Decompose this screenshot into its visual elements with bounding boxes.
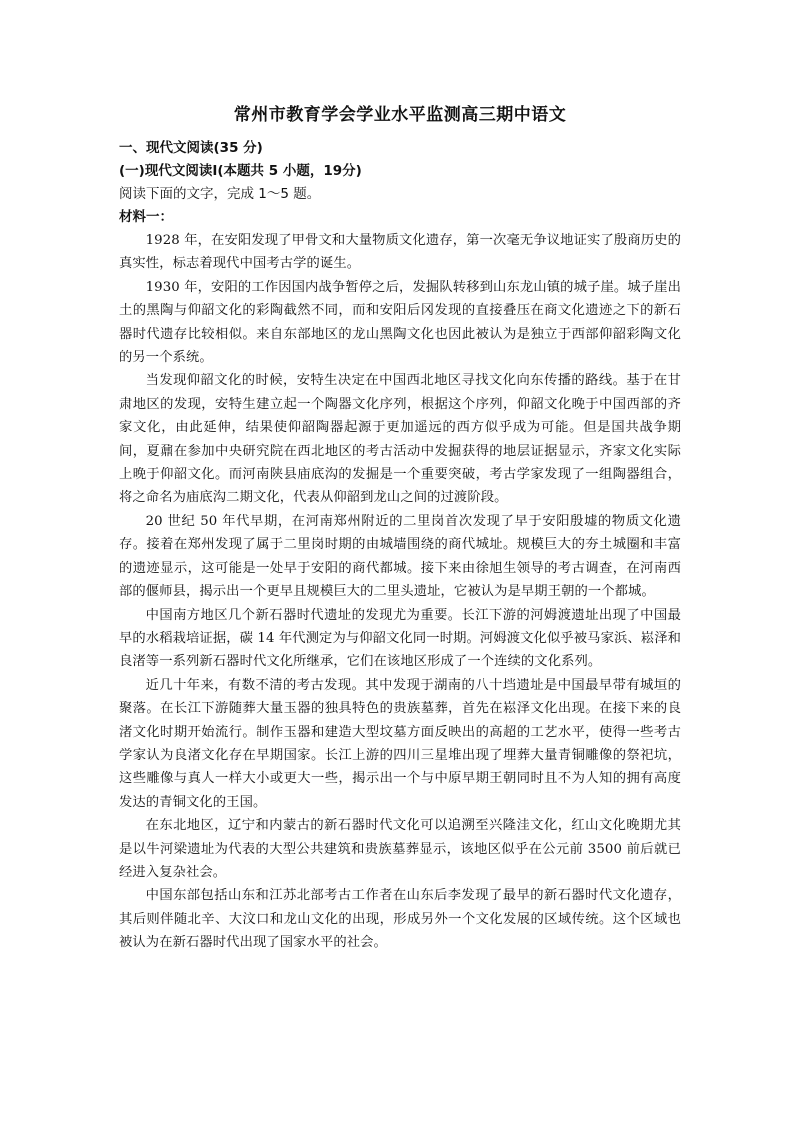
paragraph-7: 在东北地区，辽宁和内蒙古的新石器时代文化可以追溯至兴隆洼文化，红山文化晚期尤其是以牛河梁遗址为代表的大型公共建筑和贵族墓葬显示，该地区似乎在公元前 3500 前后就已经进入复杂社会。 (119, 818, 681, 880)
material-label: 材料一： (119, 209, 173, 225)
section-heading: 一、现代文阅读(35 分) (119, 140, 263, 156)
subsection-heading: (一)现代文阅读Ⅰ(本题共 5 小题，19分) (119, 163, 362, 179)
paragraph-8: 中国东部包括山东和江苏北部考古工作者在山东后李发现了最早的新石器时代文化遗存，其后则伴随北辛、大汶口和龙山文化的出现，形成另外一个文化发展的区域传统。这个区域也被认为在新石器时代出现了国家水平的社会。 (119, 888, 681, 951)
document-title: 常州市教育学会学业水平监测高三期中语文 (233, 105, 567, 125)
paragraph-6: 近几十年来，有数不清的考古发现。其中发现于湖南的八十垱遗址是中国最早带有城垣的聚落。在长江下游随葬大量玉器的独具特色的贵族墓葬，首先在崧泽文化出现。在接下来的良渚文化时期开始流行。制作玉器和建造大型坟墓方面反映出的高超的工艺水平，使得一些考古学家认为良渚文化存在早期国家。长江上游的四川三星堆出现了埋葬大量青铜雕像的祭祀坑，这些雕像与真人一样大小或更大一些，揭示出一个与中原早期王朝同时且不为人知的拥有高度发达的青铜文化的王国。 (119, 677, 681, 810)
paragraph-4: 20 世纪 50 年代早期，在河南郑州附近的二里岗首次发现了早于安阳殷墟的物质文化遗存。接着在郑州发现了属于二里岗时期的由城墙围绕的商代城址。规模巨大的夯土城圈和丰富的遗迹显示，这可能是一处早于安阳的商代都城。接下来由徐旭生领导的考古调查，在河南西部的偃师县，揭示出一个更早且规模巨大的二里头遗址，它被认为是早期王朝的一个都城。 (119, 513, 681, 600)
paragraph-3: 当发现仰韶文化的时候，安特生决定在中国西北地区寻找文化向东传播的路线。基于在甘肃地区的发现，安特生建立起一个陶器文化序列，根据这个序列，仰韶文化晚于中国西部的齐家文化，由此延伸，结果使仰韶陶器起源于更加遥远的西方似乎成为可能。但是国共战争期间，夏鼐在参加中央研究院在西北地区的考古活动中发掘获得的地层证据显示，齐家文化实际上晚于仰韶文化。而河南陕县庙底沟的发掘是一个重要突破，考古学家发现了一组陶器组合，将之命名为庙底沟二期文化，代表从仰韶到龙山之间的过渡阶段。 (119, 373, 681, 506)
paragraph-2: 1930 年，安阳的工作因国内战争暂停之后，发掘队转移到山东龙山镇的城子崖。城子崖出土的黑陶与仰韶文化的彩陶截然不同，而和安阳后冈发现的直接叠压在商文化遗迹之下的新石器时代遗存比较相似。来自东部地区的龙山黑陶文化也因此被认为是独立于西部仰韶彩陶文化的另一个系统。 (119, 279, 681, 366)
paragraph-5: 中国南方地区几个新石器时代遗址的发现尤为重要。长江下游的河姆渡遗址出现了中国最早的水稻栽培证据，碳 14 年代测定为与仰韶文化同一时期。河姆渡文化似乎被马家浜、崧泽和良渚等一系列新石器时代文化所继承，它们在该地区形成了一个连续的文化系列。 (119, 607, 681, 670)
document-page (119, 100, 681, 955)
reading-instruction: 阅读下面的文字，完成 1～5 题。 (119, 186, 321, 202)
paragraph-1: 1928 年，在安阳发现了甲骨文和大量物质文化遗存，第一次毫无争议地证实了殷商历史的真实性，标志着现代中国考古学的诞生。 (119, 233, 681, 272)
